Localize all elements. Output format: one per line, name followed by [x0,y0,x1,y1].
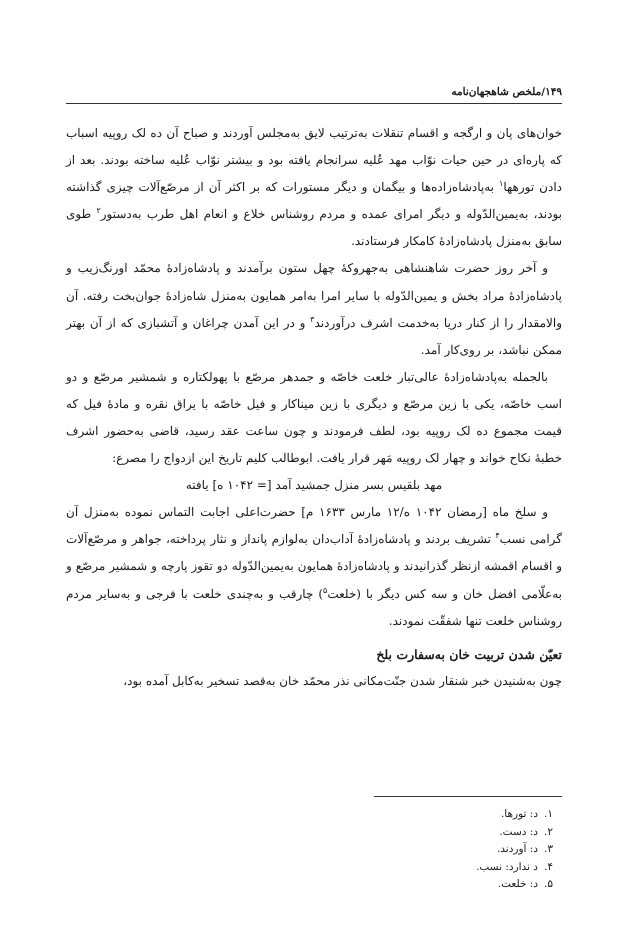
paragraph-5: چون به‌شنیدن خبر شنقار شدن جنّت‌مکانی نذر محمّد خان به‌قصد تسخیر به‌کابل آمده بود، [123,673,562,688]
footnote-marker-1: ۱ [499,179,504,189]
paragraph-2-text-b: و در این آمدن چراغان و آتشبازی که از آن بهتر ممکن نباشد، بر روی‌کار آمد. [66,315,562,357]
verse-line: مهد بلقیس بسر منزل جمشید آمد [= ۱۰۴۲ ه] یافته [185,478,443,493]
footnote-number: ۱. [544,808,553,820]
paragraph-1 [66,120,562,255]
paragraph-2 [66,255,562,363]
footnote-number: ۳. [544,843,553,856]
page-body [66,120,562,695]
footnote-marker-5: ۵ [323,585,328,595]
footnote-number: ۲. [544,825,553,838]
paragraph-4-text-c: ) چارقب و به‌چندی خلعت با فرجی و به‌سایر مردم روشناس خلعت تنها شفقّت نمودند. [66,586,562,628]
paragraph-3: بالجمله به‌پادشاه‌زادهٔ عالی‌تبار خلعت خاصّه و جمدهر مرصّع با پهولکتاره و شمشیر مرصّع و دو اسب خاصّه، یکی با زین مرصّع و دیگری با زین میناکار و فیل خاصّه با یراق نقره و مادهٔ فیل که قیمت مجموع ده لک روپیه بود، لطف فرمودند و چون ساعت عقد رسید، قاضی به‌حضور اشرف خطبهٔ نکاح خواند و چهار لک روپیه مَهر قرار یافت. ابوطالب کلیم تاریخ این ازدواج را مصرع: [66,369,562,466]
footnote-text: د: تورها. [500,808,538,820]
footnote-text: د ندارد: نسب. [476,860,538,873]
footnote-text: د: آوردند. [496,843,538,856]
paragraph-1-text-c: طوی سابق به‌منزل پادشاه‌زادهٔ کامکار فرستادند. [66,207,562,249]
footnote [262,806,562,824]
section-title: تعیّن شدن تربیت خان به‌سفارت بلخ [376,646,562,662]
footnote [262,859,562,877]
paragraph-4-text: و سلخ ماه [رمضان ۱۰۴۲ ه/۱۲ مارس ۱۶۳۳ م] حضرت‌اعلی اجابت التماس نموده به‌منزل آن گرامی نسب [66,505,562,547]
paragraph-1-text-b: به‌پادشاه‌زاده‌ها و بیگمان و دیگر مستورات که بر اکثر آن از مرصّع‌آلات چیزی گذاشته بودند، به‌یمین‌الدّوله و دیگر امرای عمده و مردم روشناس خلاع و انعام اهل طرب به‌دستور [66,180,562,222]
footnote-text: د: خلعت. [497,878,538,891]
footnote-text: د: دست. [499,825,538,838]
running-head: ۱۴۹/ملخص شاهجهان‌نامه [451,86,562,98]
footnote [262,876,562,894]
footnote [262,841,562,859]
paragraph-2-text: و آخر روز حضرت شاهنشاهی به‌جهروکهٔ چهل ستون برآمدند و پادشاه‌زادهٔ محمّد اورنگ‌زیب و پادشاه‌زادهٔ مراد بخش و یمین‌الدّوله با سایر امرا به‌امر همایون به‌منزل شاه‌زادهٔ جوان‌بخت رفته. آن والامقدار را از کنار دریا به‌خدمت اشرف درآوردند [66,261,562,330]
paragraph-4-text-b: تشریف بردند و پادشاه‌زادهٔ آداب‌دان به‌لوازم پانداز و نثار پرداخته، جواهر و مرصّع‌آلات و اقسام اقمشه ازنظر گذرانیدند و پادشاه‌زادهٔ همایون به‌یمین‌الدّوله دو تقوز پارچه و شمشیر مرصّع و به‌علّامی افضل خان و سه کس دیگر با (خلعت [66,532,563,601]
footnote-marker-3: ۳ [310,314,315,324]
footnote-number: ۵. [544,878,553,891]
paragraph-4 [66,499,562,634]
footnote-number: ۴. [544,860,553,873]
header-rule [66,103,562,104]
footnote [262,824,562,842]
paragraph-1-text: خوان‌های پان و ارگجه و اقسام تنقلات به‌ترتیب لایق به‌مجلس آوردند و صباح آن ده لک روپیه اسباب که پاره‌ای در حین حیات نوّاب مهد عُلیه سرانجام یافته بود و بیشتر نوّاب عُلیه ساخته بودند. بعد از دادن تورهها [66,126,562,195]
footnote-marker-4: ۴ [495,531,500,541]
footnote-rule [374,796,562,797]
footnote-marker-2: ۲ [96,206,101,216]
footnotes [262,806,562,894]
